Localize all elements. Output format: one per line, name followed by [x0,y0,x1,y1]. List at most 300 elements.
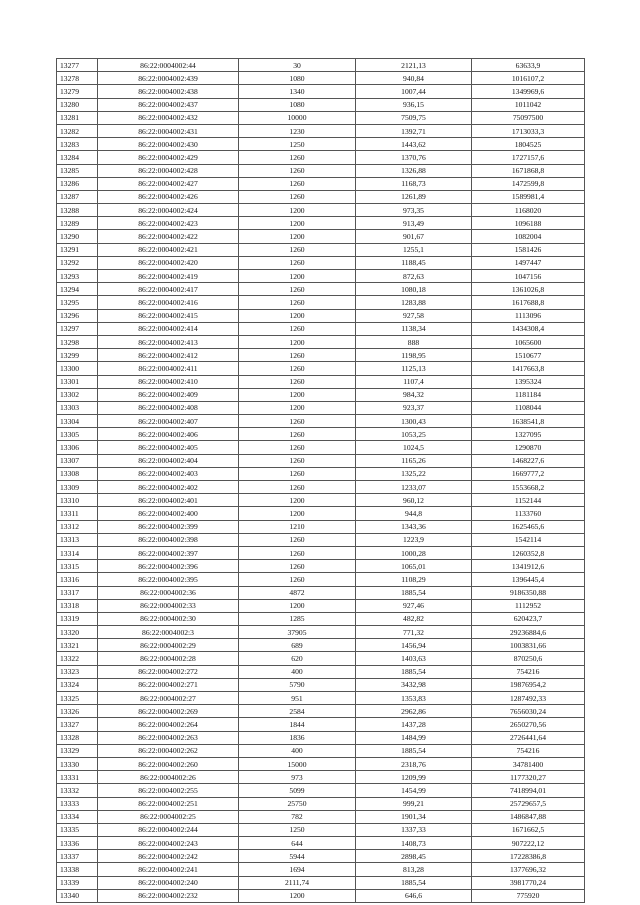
rate-cell: 1065,01 [356,560,472,573]
area-cell: 1260 [239,481,356,494]
row-number-cell: 13313 [57,533,98,546]
value-cell: 75097500 [472,111,585,124]
cadastral-number-cell: 86:22:0004002:405 [98,441,239,454]
row-number-cell: 13322 [57,652,98,665]
table-row [57,454,585,467]
value-cell: 1671868,8 [472,164,585,177]
cadastral-number-cell: 86:22:0004002:415 [98,309,239,322]
table-row [57,190,585,203]
row-number-cell: 13304 [57,415,98,428]
row-number-cell: 13291 [57,243,98,256]
rate-cell: 872,63 [356,270,472,283]
table-row [57,177,585,190]
value-cell: 17228386,8 [472,850,585,863]
row-number-cell: 13277 [57,59,98,72]
rate-cell: 1454,99 [356,784,472,797]
value-cell: 1082004 [472,230,585,243]
rate-cell: 1437,28 [356,718,472,731]
table-row [57,151,585,164]
value-cell: 1096188 [472,217,585,230]
row-number-cell: 13331 [57,771,98,784]
value-cell: 1581426 [472,243,585,256]
cadastral-number-cell: 86:22:0004002:417 [98,283,239,296]
row-number-cell: 13330 [57,757,98,770]
cadastral-number-cell: 86:22:0004002:414 [98,322,239,335]
area-cell: 1200 [239,335,356,348]
area-cell: 1200 [239,204,356,217]
table-body [57,59,585,903]
rate-cell: 2318,76 [356,757,472,770]
value-cell: 1542114 [472,533,585,546]
rate-cell: 984,32 [356,388,472,401]
value-cell: 1417663,8 [472,362,585,375]
rate-cell: 1209,99 [356,771,472,784]
value-cell: 1168020 [472,204,585,217]
row-number-cell: 13282 [57,124,98,137]
row-number-cell: 13317 [57,586,98,599]
cadastral-number-cell: 86:22:0004002:241 [98,863,239,876]
value-cell: 754216 [472,665,585,678]
table-row [57,665,585,678]
table-row [57,692,585,705]
rate-cell: 1080,18 [356,283,472,296]
table-row [57,59,585,72]
row-number-cell: 13319 [57,612,98,625]
rate-cell: 1392,71 [356,124,472,137]
rate-cell: 1901,34 [356,810,472,823]
cadastral-number-cell: 86:22:0004002:416 [98,296,239,309]
area-cell: 1260 [239,256,356,269]
row-number-cell: 13339 [57,876,98,889]
rate-cell: 1353,83 [356,692,472,705]
table-row [57,626,585,639]
area-cell: 1200 [239,230,356,243]
area-cell: 620 [239,652,356,665]
rate-cell: 944,8 [356,507,472,520]
cadastral-number-cell: 86:22:0004002:399 [98,520,239,533]
cadastral-number-cell: 86:22:0004002:410 [98,375,239,388]
cadastral-number-cell: 86:22:0004002:402 [98,481,239,494]
document-page [56,58,584,903]
value-cell: 1468227,6 [472,454,585,467]
cadastral-number-cell: 86:22:0004002:272 [98,665,239,678]
value-cell: 1047156 [472,270,585,283]
row-number-cell: 13295 [57,296,98,309]
cadastral-number-cell: 86:22:0004002:36 [98,586,239,599]
area-cell: 37905 [239,626,356,639]
row-number-cell: 13279 [57,85,98,98]
cadastral-number-cell: 86:22:0004002:439 [98,72,239,85]
row-number-cell: 13337 [57,850,98,863]
table-row [57,309,585,322]
rate-cell: 1053,25 [356,428,472,441]
row-number-cell: 13309 [57,481,98,494]
row-number-cell: 13302 [57,388,98,401]
area-cell: 1260 [239,454,356,467]
cadastral-number-cell: 86:22:0004002:431 [98,124,239,137]
row-number-cell: 13332 [57,784,98,797]
value-cell: 1260352,8 [472,546,585,559]
cadastral-number-cell: 86:22:0004002:408 [98,401,239,414]
value-cell: 29236884,6 [472,626,585,639]
area-cell: 1260 [239,362,356,375]
table-row [57,204,585,217]
row-number-cell: 13312 [57,520,98,533]
table-row [57,111,585,124]
area-cell: 1844 [239,718,356,731]
area-cell: 1260 [239,467,356,480]
area-cell: 1260 [239,375,356,388]
row-number-cell: 13303 [57,401,98,414]
table-row [57,388,585,401]
rate-cell: 1255,1 [356,243,472,256]
value-cell: 1065600 [472,335,585,348]
value-cell: 1396445,4 [472,573,585,586]
value-cell: 775920 [472,889,585,902]
area-cell: 1260 [239,283,356,296]
cadastral-number-cell: 86:22:0004002:242 [98,850,239,863]
cadastral-number-cell: 86:22:0004002:255 [98,784,239,797]
value-cell: 1011042 [472,98,585,111]
row-number-cell: 13310 [57,494,98,507]
rate-cell: 771,32 [356,626,472,639]
row-number-cell: 13329 [57,744,98,757]
row-number-cell: 13318 [57,599,98,612]
rate-cell: 940,84 [356,72,472,85]
area-cell: 1260 [239,151,356,164]
row-number-cell: 13336 [57,837,98,850]
table-row [57,573,585,586]
cadastral-number-cell: 86:22:0004002:404 [98,454,239,467]
table-row [57,98,585,111]
cadastral-number-cell: 86:22:0004002:406 [98,428,239,441]
cadastral-number-cell: 86:22:0004002:260 [98,757,239,770]
rate-cell: 1233,07 [356,481,472,494]
cadastral-number-cell: 86:22:0004002:401 [98,494,239,507]
rate-cell: 1325,22 [356,467,472,480]
row-number-cell: 13280 [57,98,98,111]
rate-cell: 901,67 [356,230,472,243]
table-row [57,612,585,625]
cadastral-number-cell: 86:22:0004002:430 [98,138,239,151]
row-number-cell: 13338 [57,863,98,876]
row-number-cell: 13294 [57,283,98,296]
row-number-cell: 13334 [57,810,98,823]
value-cell: 1510677 [472,349,585,362]
cadastral-number-cell: 86:22:0004002:427 [98,177,239,190]
value-cell: 1497447 [472,256,585,269]
cadastral-number-cell: 86:22:0004002:396 [98,560,239,573]
area-cell: 1260 [239,243,356,256]
row-number-cell: 13327 [57,718,98,731]
rate-cell: 1000,28 [356,546,472,559]
row-number-cell: 13293 [57,270,98,283]
table-row [57,599,585,612]
rate-cell: 813,28 [356,863,472,876]
cadastral-number-cell: 86:22:0004002:33 [98,599,239,612]
row-number-cell: 13278 [57,72,98,85]
area-cell: 1200 [239,507,356,520]
area-cell: 1260 [239,533,356,546]
table-row [57,652,585,665]
cadastral-number-cell: 86:22:0004002:424 [98,204,239,217]
value-cell: 1589981,4 [472,190,585,203]
value-cell: 1671662,5 [472,823,585,836]
cadastral-number-cell: 86:22:0004002:398 [98,533,239,546]
table-row [57,138,585,151]
table-row [57,217,585,230]
rate-cell: 1223,9 [356,533,472,546]
table-row [57,375,585,388]
value-cell: 1108044 [472,401,585,414]
row-number-cell: 13326 [57,705,98,718]
table-row [57,349,585,362]
rate-cell: 2121,13 [356,59,472,72]
value-cell: 9186350,88 [472,586,585,599]
cadastral-number-cell: 86:22:0004002:271 [98,678,239,691]
rate-cell: 1007,44 [356,85,472,98]
value-cell: 1016107,2 [472,72,585,85]
cadastral-number-cell: 86:22:0004002:264 [98,718,239,731]
table-row [57,744,585,757]
row-number-cell: 13328 [57,731,98,744]
value-cell: 3981770,24 [472,876,585,889]
table-row [57,441,585,454]
area-cell: 1200 [239,599,356,612]
rate-cell: 927,46 [356,599,472,612]
table-row [57,270,585,283]
rate-cell: 1484,99 [356,731,472,744]
table-row [57,718,585,731]
cadastral-number-cell: 86:22:0004002:251 [98,797,239,810]
area-cell: 1200 [239,270,356,283]
area-cell: 1200 [239,889,356,902]
row-number-cell: 13323 [57,665,98,678]
rate-cell: 888 [356,335,472,348]
rate-cell: 1403,63 [356,652,472,665]
area-cell: 1250 [239,823,356,836]
row-number-cell: 13284 [57,151,98,164]
row-number-cell: 13307 [57,454,98,467]
table-row [57,850,585,863]
row-number-cell: 13297 [57,322,98,335]
area-cell: 644 [239,837,356,850]
table-row [57,72,585,85]
rate-cell: 1443,62 [356,138,472,151]
table-row [57,705,585,718]
value-cell: 1290870 [472,441,585,454]
rate-cell: 2962,86 [356,705,472,718]
area-cell: 1260 [239,560,356,573]
table-row [57,837,585,850]
row-number-cell: 13292 [57,256,98,269]
area-cell: 15000 [239,757,356,770]
rate-cell: 973,35 [356,204,472,217]
row-number-cell: 13301 [57,375,98,388]
rate-cell: 1885,54 [356,876,472,889]
row-number-cell: 13289 [57,217,98,230]
table-row [57,296,585,309]
area-cell: 1200 [239,217,356,230]
rate-cell: 923,37 [356,401,472,414]
area-cell: 2584 [239,705,356,718]
row-number-cell: 13325 [57,692,98,705]
rate-cell: 482,82 [356,612,472,625]
value-cell: 870250,6 [472,652,585,665]
row-number-cell: 13315 [57,560,98,573]
table-row [57,560,585,573]
rate-cell: 1261,89 [356,190,472,203]
row-number-cell: 13321 [57,639,98,652]
row-number-cell: 13314 [57,546,98,559]
cadastral-number-cell: 86:22:0004002:407 [98,415,239,428]
area-cell: 1260 [239,296,356,309]
area-cell: 1210 [239,520,356,533]
area-cell: 1260 [239,164,356,177]
area-cell: 782 [239,810,356,823]
area-cell: 5790 [239,678,356,691]
value-cell: 1434308,4 [472,322,585,335]
cadastral-number-cell: 86:22:0004002:26 [98,771,239,784]
value-cell: 1713033,3 [472,124,585,137]
table-row [57,784,585,797]
table-row [57,85,585,98]
rate-cell: 1408,73 [356,837,472,850]
row-number-cell: 13288 [57,204,98,217]
rate-cell: 1337,33 [356,823,472,836]
rate-cell: 1188,45 [356,256,472,269]
value-cell: 63633,9 [472,59,585,72]
value-cell: 7656030,24 [472,705,585,718]
table-row [57,797,585,810]
rate-cell: 1343,36 [356,520,472,533]
area-cell: 951 [239,692,356,705]
area-cell: 1200 [239,309,356,322]
rate-cell: 1456,94 [356,639,472,652]
area-cell: 5099 [239,784,356,797]
area-cell: 10000 [239,111,356,124]
table-row [57,322,585,335]
area-cell: 1260 [239,573,356,586]
table-row [57,362,585,375]
area-cell: 30 [239,59,356,72]
value-cell: 2650270,56 [472,718,585,731]
value-cell: 1341912,6 [472,560,585,573]
table-row [57,533,585,546]
value-cell: 1361026,8 [472,283,585,296]
table-row [57,520,585,533]
table-row [57,467,585,480]
row-number-cell: 13287 [57,190,98,203]
row-number-cell: 13290 [57,230,98,243]
table-row [57,876,585,889]
cadastral-number-cell: 86:22:0004002:411 [98,362,239,375]
rate-cell: 1138,34 [356,322,472,335]
area-cell: 1260 [239,415,356,428]
cadastral-number-cell: 86:22:0004002:419 [98,270,239,283]
table-row [57,757,585,770]
area-cell: 5944 [239,850,356,863]
cadastral-number-cell: 86:22:0004002:30 [98,612,239,625]
row-number-cell: 13281 [57,111,98,124]
cadastral-number-cell: 86:22:0004002:412 [98,349,239,362]
rate-cell: 927,58 [356,309,472,322]
value-cell: 1181184 [472,388,585,401]
value-cell: 1727157,6 [472,151,585,164]
rate-cell: 1326,88 [356,164,472,177]
value-cell: 620423,7 [472,612,585,625]
row-number-cell: 13285 [57,164,98,177]
value-cell: 1472599,8 [472,177,585,190]
area-cell: 1200 [239,388,356,401]
value-cell: 7418994,01 [472,784,585,797]
area-cell: 1260 [239,349,356,362]
cadastral-number-cell: 86:22:0004002:437 [98,98,239,111]
cadastral-number-cell: 86:22:0004002:423 [98,217,239,230]
cadastral-number-cell: 86:22:0004002:422 [98,230,239,243]
value-cell: 1349969,6 [472,85,585,98]
row-number-cell: 13286 [57,177,98,190]
table-row [57,256,585,269]
rate-cell: 960,12 [356,494,472,507]
row-number-cell: 13316 [57,573,98,586]
cadastral-number-cell: 86:22:0004002:421 [98,243,239,256]
area-cell: 1200 [239,401,356,414]
value-cell: 1617688,8 [472,296,585,309]
cadastral-number-cell: 86:22:0004002:426 [98,190,239,203]
table-row [57,230,585,243]
table-row [57,731,585,744]
table-row [57,124,585,137]
area-cell: 1340 [239,85,356,98]
value-cell: 1152144 [472,494,585,507]
table-row [57,243,585,256]
row-number-cell: 13311 [57,507,98,520]
value-cell: 1553668,2 [472,481,585,494]
area-cell: 1694 [239,863,356,876]
area-cell: 1285 [239,612,356,625]
table-row [57,494,585,507]
cadastral-number-cell: 86:22:0004002:232 [98,889,239,902]
row-number-cell: 13305 [57,428,98,441]
cadastral-number-cell: 86:22:0004002:44 [98,59,239,72]
area-cell: 1260 [239,190,356,203]
area-cell: 1200 [239,494,356,507]
rate-cell: 1370,76 [356,151,472,164]
area-cell: 1260 [239,441,356,454]
table-row [57,810,585,823]
value-cell: 907222,12 [472,837,585,850]
data-table [56,58,585,903]
cadastral-number-cell: 86:22:0004002:400 [98,507,239,520]
row-number-cell: 13298 [57,335,98,348]
value-cell: 34781400 [472,757,585,770]
area-cell: 1260 [239,546,356,559]
value-cell: 1486847,88 [472,810,585,823]
area-cell: 4872 [239,586,356,599]
table-row [57,401,585,414]
cadastral-number-cell: 86:22:0004002:413 [98,335,239,348]
row-number-cell: 13296 [57,309,98,322]
row-number-cell: 13324 [57,678,98,691]
row-number-cell: 13320 [57,626,98,639]
rate-cell: 999,21 [356,797,472,810]
table-row [57,481,585,494]
rate-cell: 913,49 [356,217,472,230]
table-row [57,889,585,902]
rate-cell: 1024,5 [356,441,472,454]
value-cell: 19876954,2 [472,678,585,691]
